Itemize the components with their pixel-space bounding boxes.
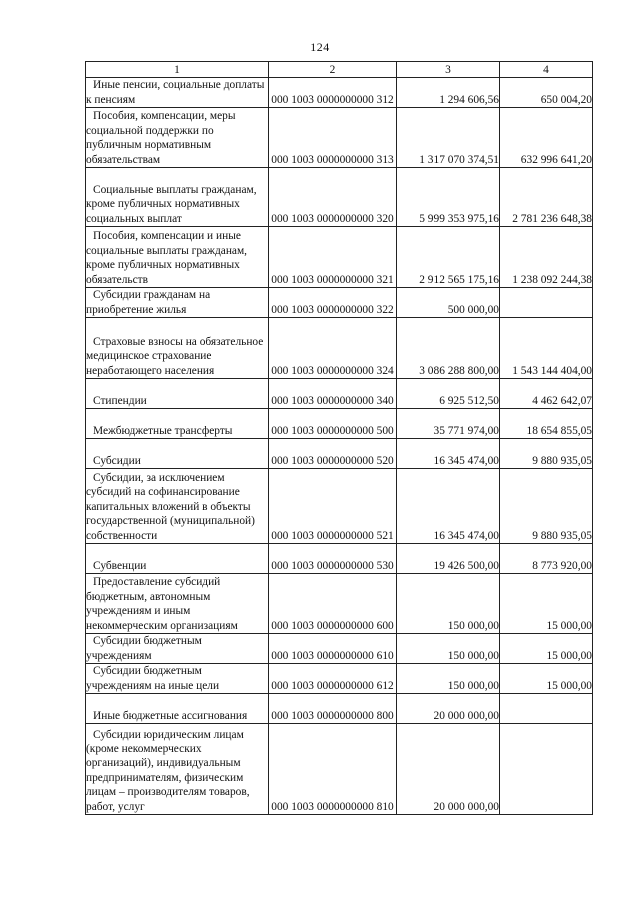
row-amount-col4: 15 000,00 [500,664,593,694]
row-name-cell [86,288,269,318]
row-amount-col4: 8 773 920,00 [500,544,593,574]
row-name-cell [86,574,269,634]
row-amount-col4: 18 654 855,05 [500,409,593,439]
row-amount-col4: 9 880 935,05 [500,439,593,469]
row-code: 000 1003 0000000000 600 [269,574,397,634]
row-code: 000 1003 0000000000 612 [269,664,397,694]
row-amount-col3: 1 294 606,56 [397,78,500,108]
row-amount-col3: 500 000,00 [397,288,500,318]
table-row [86,664,593,694]
row-code: 000 1003 0000000000 520 [269,439,397,469]
row-name: Субсидии [93,454,141,467]
table-row [86,724,593,815]
row-name-cell [86,544,269,574]
row-code: 000 1003 0000000000 800 [269,694,397,724]
table-row [86,634,593,664]
row-code: 000 1003 0000000000 321 [269,227,397,288]
row-amount-col4: 1 543 144 404,00 [500,318,593,379]
row-name-cell [86,227,269,288]
row-name: Субвенции [93,559,147,572]
row-amount-col3: 6 925 512,50 [397,379,500,409]
row-amount-col3: 3 086 288 800,00 [397,318,500,379]
row-code: 000 1003 0000000000 320 [269,168,397,227]
table-row [86,379,593,409]
row-amount-col4: 9 880 935,05 [500,469,593,544]
row-name: Стипендии [93,394,147,407]
table-row [86,544,593,574]
row-amount-col4: 15 000,00 [500,574,593,634]
row-code: 000 1003 0000000000 322 [269,288,397,318]
row-name: Субсидии бюджетным учреждениям на иные цели [86,665,220,692]
row-name-cell [86,694,269,724]
row-name-cell [86,78,269,108]
table-row [86,227,593,288]
table-row [86,318,593,379]
header-col-4: 4 [500,62,593,78]
row-name-cell [86,409,269,439]
row-name: Пособия, компенсации и иные социальные выплаты гражданам, кроме публичных нормативных обязательств [86,230,248,286]
row-name: Пособия, компенсации, меры социальной поддержки по публичным нормативным обязательствам [86,110,236,166]
row-name: Страховые взносы на обязательное медицинское страхование неработающего населения [86,335,264,377]
row-amount-col4 [500,724,593,815]
row-code: 000 1003 0000000000 340 [269,379,397,409]
row-code: 000 1003 0000000000 313 [269,108,397,168]
table-row [86,574,593,634]
row-name-cell [86,634,269,664]
row-code: 000 1003 0000000000 500 [269,409,397,439]
row-amount-col3: 2 912 565 175,16 [397,227,500,288]
row-name: Субсидии гражданам на приобретение жилья [86,289,211,316]
row-name-cell [86,664,269,694]
table-row [86,168,593,227]
row-amount-col4: 2 781 236 648,38 [500,168,593,227]
row-amount-col4 [500,288,593,318]
row-name-cell [86,469,269,544]
row-amount-col3: 150 000,00 [397,634,500,664]
table-row [86,469,593,544]
row-name: Иные пенсии, социальные доплаты к пенсиям [86,79,265,106]
table-row [86,288,593,318]
row-name: Иные бюджетные ассигнования [93,709,248,722]
row-amount-col4: 15 000,00 [500,634,593,664]
row-name: Социальные выплаты гражданам, кроме публичных нормативных социальных выплат [86,183,257,225]
table-row [86,409,593,439]
row-code: 000 1003 0000000000 530 [269,544,397,574]
table-header-row [86,62,593,78]
table-row [86,439,593,469]
row-amount-col3: 19 426 500,00 [397,544,500,574]
row-amount-col3: 16 345 474,00 [397,469,500,544]
row-amount-col3: 150 000,00 [397,574,500,634]
row-name-cell [86,379,269,409]
header-col-3: 3 [397,62,500,78]
row-code: 000 1003 0000000000 810 [269,724,397,815]
row-amount-col4: 632 996 641,20 [500,108,593,168]
row-name-cell [86,318,269,379]
row-name-cell [86,168,269,227]
header-col-2: 2 [269,62,397,78]
row-name: Субсидии бюджетным учреждениям [86,635,202,662]
row-code: 000 1003 0000000000 521 [269,469,397,544]
row-amount-col3: 16 345 474,00 [397,439,500,469]
row-name: Предоставление субсидий бюджетным, автономным учреждениям и иным некоммерческим организациям [86,576,238,632]
page-number: 124 [310,40,330,54]
row-code: 000 1003 0000000000 312 [269,78,397,108]
row-name-cell [86,724,269,815]
row-name: Межбюджетные трансферты [93,424,233,437]
row-code: 000 1003 0000000000 610 [269,634,397,664]
table-row [86,78,593,108]
table-row [86,108,593,168]
row-amount-col3: 35 771 974,00 [397,409,500,439]
row-amount-col3: 5 999 353 975,16 [397,168,500,227]
row-amount-col4: 650 004,20 [500,78,593,108]
row-amount-col4: 1 238 092 244,38 [500,227,593,288]
table-row [86,694,593,724]
row-amount-col4: 4 462 642,07 [500,379,593,409]
row-name: Субсидии юридическим лицам (кроме некоммерческих организаций), индивидуальным предпринимателям, физическим лицам – производителям товаров, работ, услуг [86,728,250,813]
row-amount-col3: 20 000 000,00 [397,724,500,815]
row-name: Субсидии, за исключением субсидий на софинансирование капитальных вложений в объекты государственной (муниципальной) собственности [86,471,255,542]
row-name-cell [86,108,269,168]
row-amount-col3: 1 317 070 374,51 [397,108,500,168]
row-name-cell [86,439,269,469]
budget-table [85,61,593,815]
row-amount-col3: 150 000,00 [397,664,500,694]
row-amount-col3: 20 000 000,00 [397,694,500,724]
row-code: 000 1003 0000000000 324 [269,318,397,379]
row-amount-col4 [500,694,593,724]
header-col-1: 1 [86,62,269,78]
